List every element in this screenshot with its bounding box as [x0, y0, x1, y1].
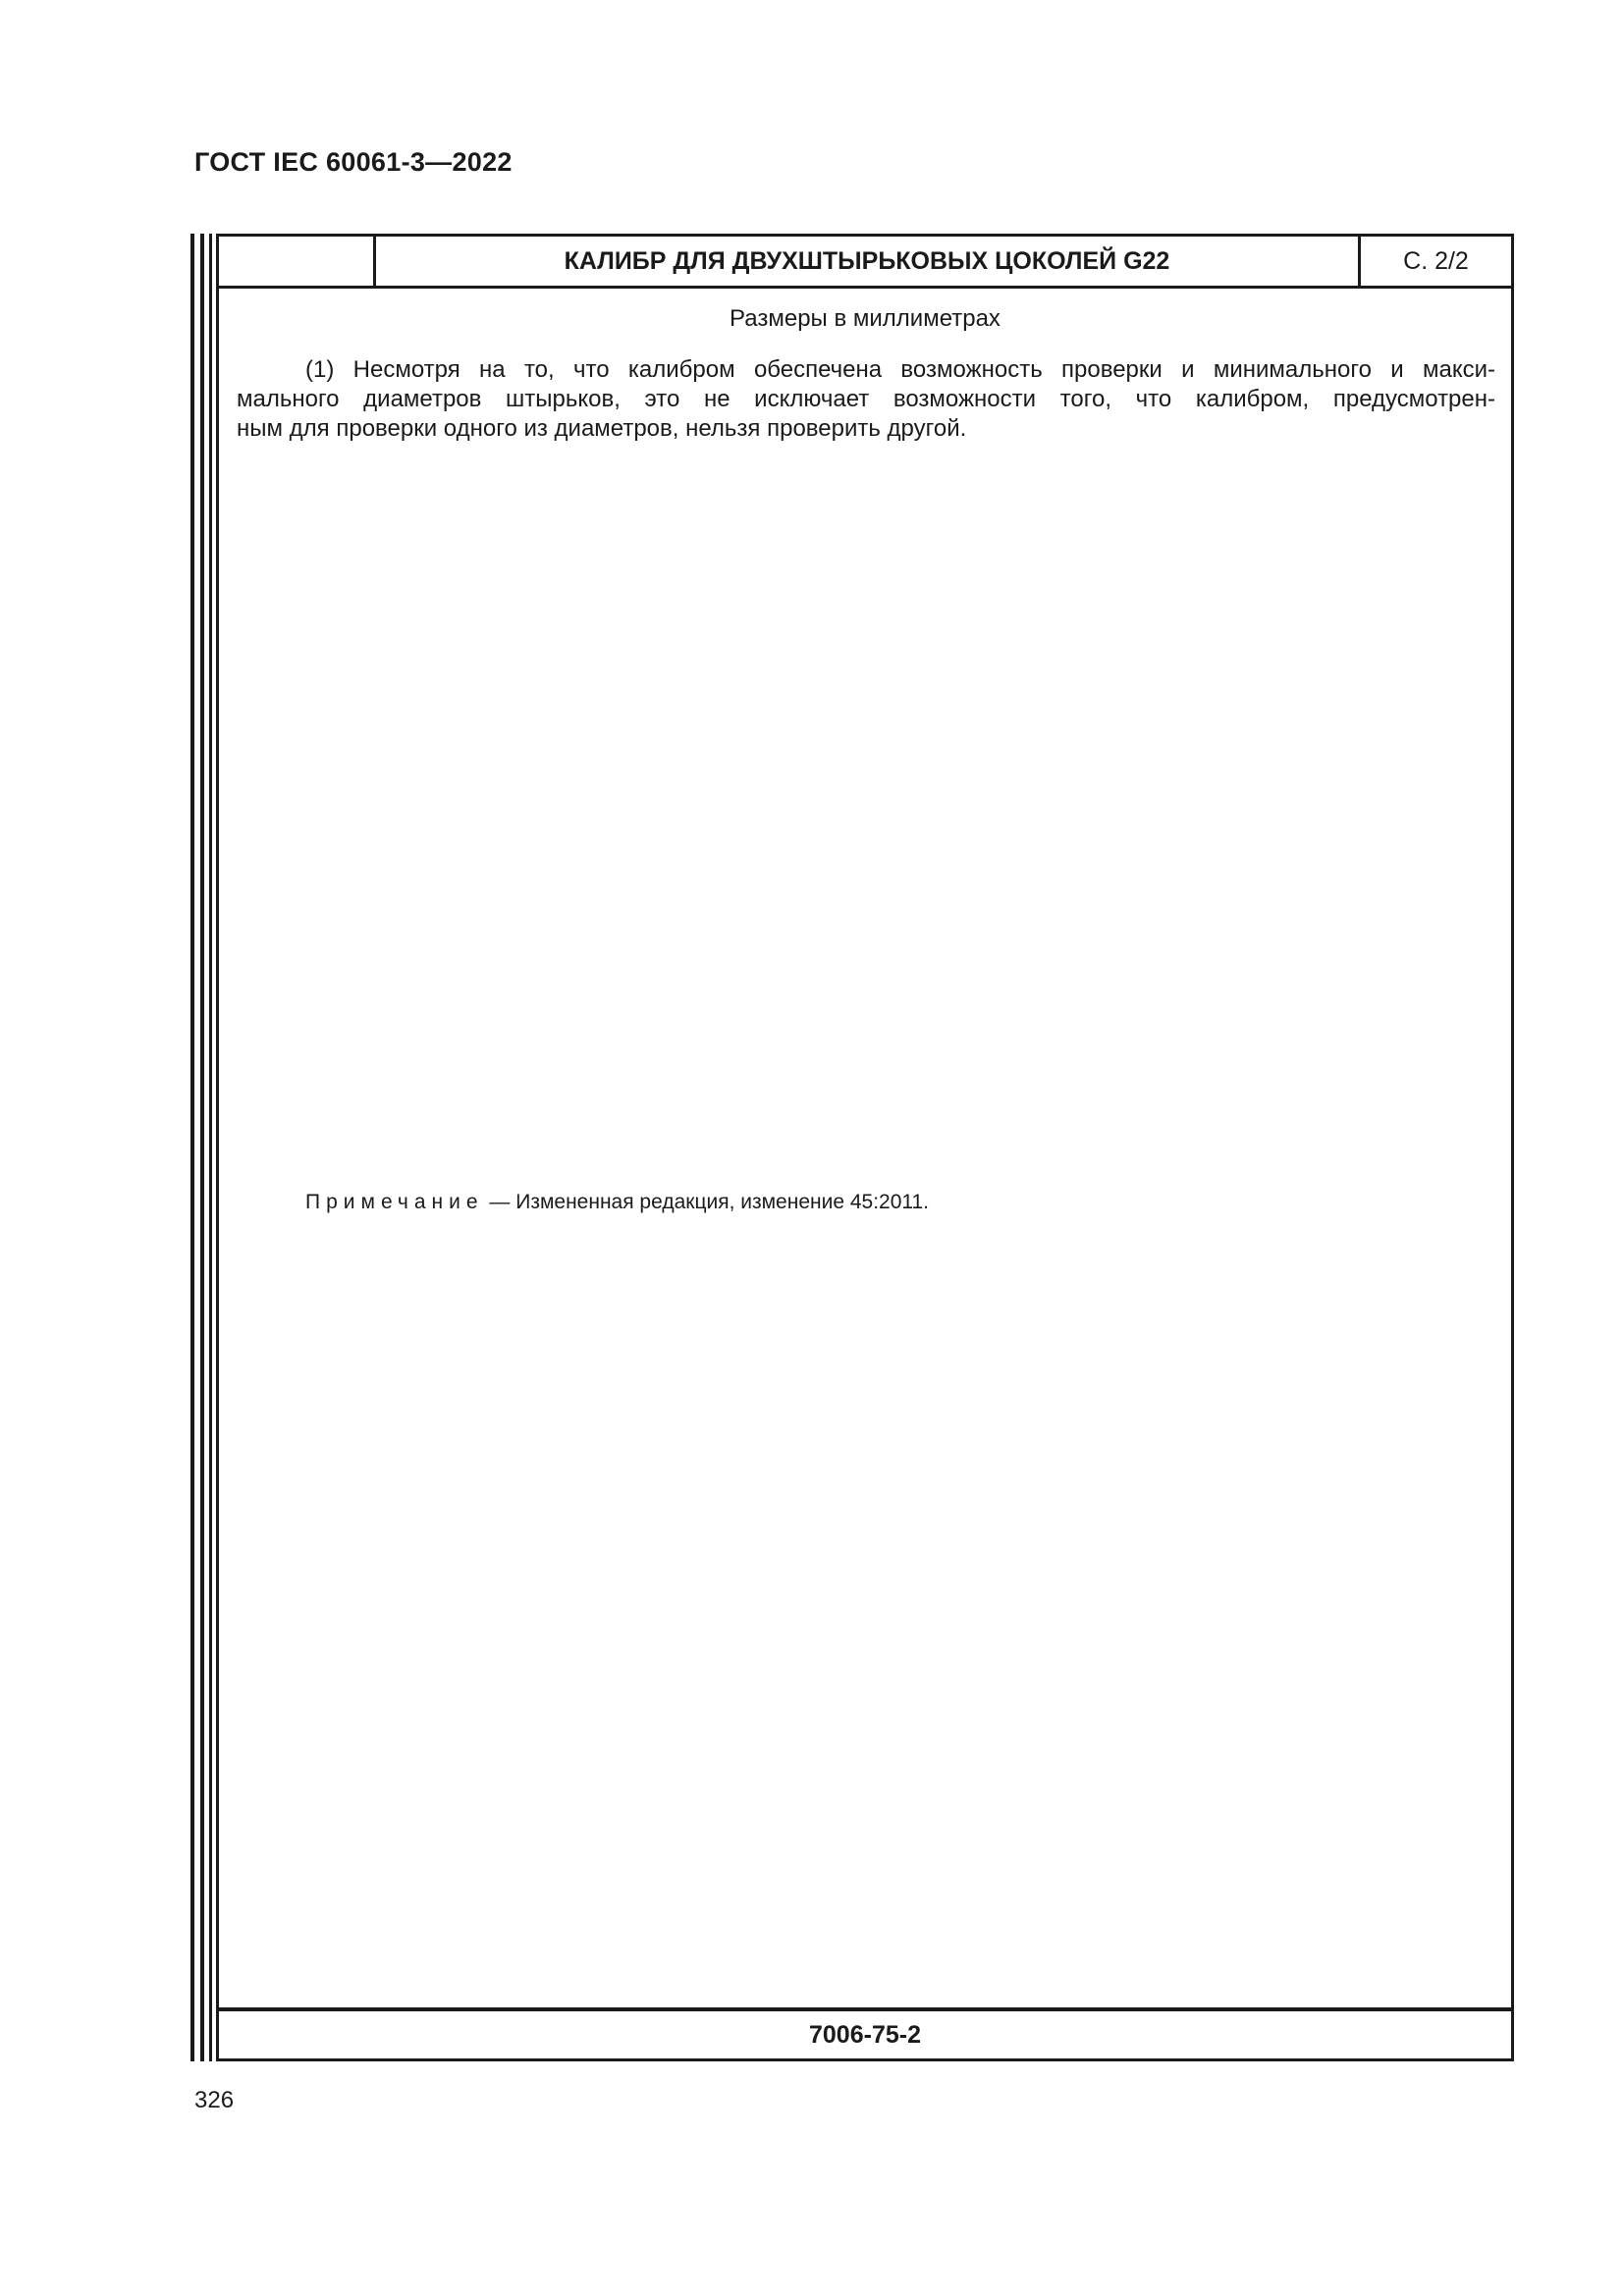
remark-text: — Измененная редакция, изменение 45:2011.	[483, 1191, 930, 1213]
gauge-sheet	[216, 234, 1514, 2061]
footnote-line: ным для проверки одного из диаметров, нельзя проверить другой.	[237, 415, 967, 442]
remark	[305, 1191, 929, 1214]
margin-rule	[200, 234, 204, 2061]
sheet-page-ref: С. 2/2	[1358, 237, 1511, 286]
footnote-paragraph	[237, 355, 1495, 444]
margin-rule	[209, 234, 212, 2061]
dimensions-caption: Размеры в миллиметрах	[730, 305, 1001, 332]
title-blank-cell	[219, 237, 376, 286]
margin-rule	[190, 234, 194, 2061]
page-number: 326	[194, 2087, 235, 2113]
remark-label: Примечание	[305, 1191, 484, 1213]
sheet-title-row	[219, 237, 1511, 289]
footnote-line: (1) Несмотря на то, что калибром обеспечена возможность проверки и минимального и макси-	[305, 356, 1495, 383]
footnote-line: мального диаметров штырьков, это не исключает возможности того, что калибром, предусмотрен-	[237, 386, 1495, 412]
sheet-code: 7006-75-2	[219, 2007, 1511, 2058]
document-header: ГОСТ IEC 60061-3—2022	[194, 147, 513, 177]
sheet-title: КАЛИБР ДЛЯ ДВУХШТЫРЬКОВЫХ ЦОКОЛЕЙ G22	[564, 247, 1170, 275]
